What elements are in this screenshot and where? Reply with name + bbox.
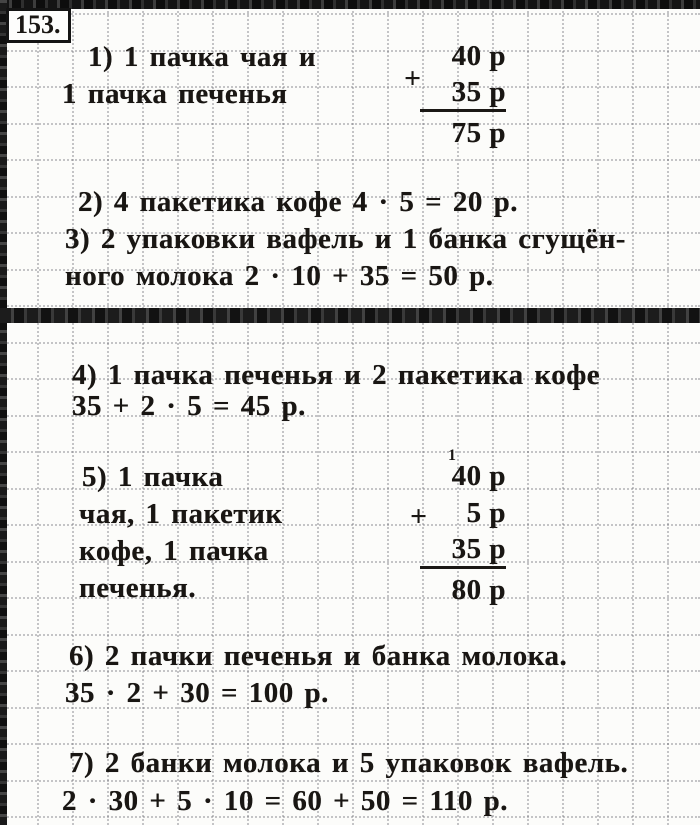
sum-row: 75 р bbox=[451, 117, 506, 149]
grid-line-horizontal bbox=[0, 123, 700, 125]
scan-section-divider bbox=[0, 308, 700, 323]
grid-line-horizontal bbox=[0, 743, 700, 745]
addend-row: 40 р bbox=[451, 40, 506, 72]
solution-5-line-3: кофе, 1 пачка bbox=[79, 535, 269, 567]
carry-digit: 1 bbox=[448, 447, 456, 464]
solution-7-line-2: 2 · 30 + 5 · 10 = 60 + 50 = 110 р. bbox=[62, 785, 508, 817]
solution-7-line-1: 7) 2 банки молока и 5 упаковок вафель. bbox=[69, 747, 629, 779]
addend-row: 40 р bbox=[451, 460, 506, 492]
plus-sign: + bbox=[404, 62, 422, 95]
solution-1-line-1: 1) 1 пачка чая и bbox=[88, 41, 317, 73]
solution-5-line-4: печенья. bbox=[79, 572, 197, 604]
solution-5-line-1: 5) 1 пачка bbox=[82, 461, 224, 493]
solution-2-line-1: 2) 4 пакетика кофе 4 · 5 = 20 р. bbox=[78, 186, 519, 218]
problem-number: 153. bbox=[15, 10, 61, 39]
column-addition-1 bbox=[404, 38, 506, 152]
addend-row: 35 р bbox=[420, 75, 506, 112]
solution-5-line-2: чая, 1 пакетик bbox=[79, 498, 283, 530]
grid-line-horizontal bbox=[0, 305, 700, 307]
solution-3-line-1: 3) 2 упаковки вафель и 1 банка сгущён- bbox=[65, 223, 626, 255]
solution-4-line-1: 4) 1 пачка печенья и 2 пакетика кофе bbox=[72, 359, 601, 391]
problem-number-badge bbox=[6, 8, 71, 43]
grid-line-horizontal bbox=[0, 159, 700, 161]
sum-row: 80 р bbox=[451, 574, 506, 606]
solution-6-line-1: 6) 2 пачки печенья и банка молока. bbox=[69, 640, 568, 672]
column-addition-2 bbox=[410, 447, 506, 609]
addend-row: 5 р bbox=[466, 497, 506, 529]
grid-line-horizontal bbox=[0, 634, 700, 636]
grid-line-horizontal bbox=[0, 13, 700, 15]
scan-top-edge bbox=[0, 0, 700, 9]
solution-4-line-2: 35 + 2 · 5 = 45 р. bbox=[72, 390, 306, 422]
scan-left-edge bbox=[0, 0, 7, 825]
addend-row: 35 р bbox=[420, 532, 506, 569]
grid-line-horizontal bbox=[0, 342, 700, 344]
grid-line-horizontal bbox=[0, 451, 700, 453]
plus-sign: + bbox=[410, 500, 428, 533]
solution-6-line-2: 35 · 2 + 30 = 100 р. bbox=[65, 677, 329, 709]
solution-1-line-2: 1 пачка печенья bbox=[62, 78, 288, 110]
solution-3-line-2: ного молока 2 · 10 + 35 = 50 р. bbox=[65, 260, 494, 292]
